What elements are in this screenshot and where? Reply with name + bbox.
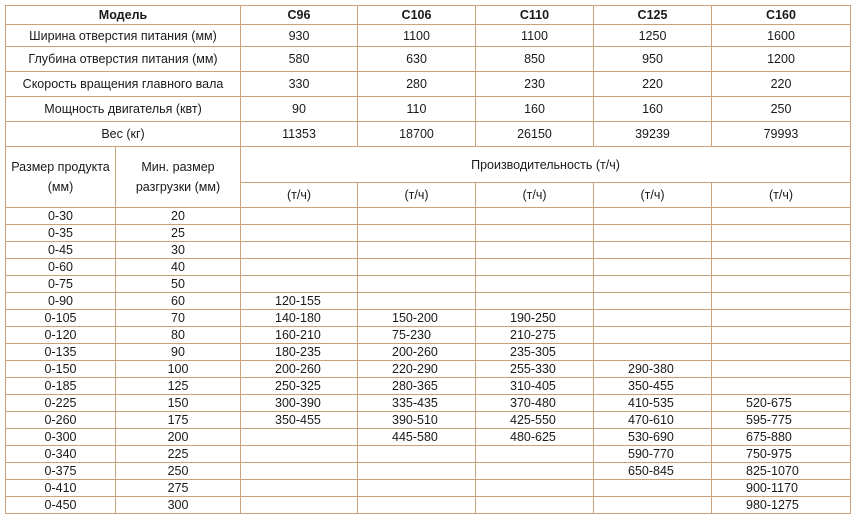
min-gap-cell: 50 — [116, 276, 241, 293]
header-row — [6, 6, 851, 25]
spec-value: 630 — [358, 47, 476, 72]
capacity-c160-cell — [712, 259, 851, 276]
table-body — [6, 6, 851, 514]
unit-label: (т/ч) — [358, 183, 476, 208]
capacity-c125-cell — [594, 208, 712, 225]
spec-label: Мощность двигателья (квт) — [6, 97, 241, 122]
capacity-c110-cell: 480-625 — [476, 429, 594, 446]
capacity-c106-cell — [358, 259, 476, 276]
capacity-c125-cell: 410-535 — [594, 395, 712, 412]
capacity-c106-cell: 445-580 — [358, 429, 476, 446]
product-size-cell: 0-375 — [6, 463, 116, 480]
spec-label: Ширина отверстия питания (мм) — [6, 25, 241, 47]
capacity-c160-cell: 980-1275 — [712, 497, 851, 514]
product-size-cell: 0-340 — [6, 446, 116, 463]
min-gap-cell: 125 — [116, 378, 241, 395]
product-size-cell: 0-225 — [6, 395, 116, 412]
product-size-header: Размер продукта (мм) — [6, 147, 116, 208]
capacity-c125-cell — [594, 293, 712, 310]
capacity-c96-cell: 160-210 — [241, 327, 358, 344]
spec-value: 950 — [594, 47, 712, 72]
spec-value: 220 — [712, 72, 851, 97]
min-gap-cell: 225 — [116, 446, 241, 463]
min-gap-cell: 200 — [116, 429, 241, 446]
spec-value: 1600 — [712, 25, 851, 47]
capacity-c96-cell — [241, 446, 358, 463]
table-row — [6, 310, 851, 327]
capacity-c125-cell: 290-380 — [594, 361, 712, 378]
capacity-c125-cell — [594, 276, 712, 293]
model-c96: С96 — [241, 6, 358, 25]
capacity-c125-cell: 530-690 — [594, 429, 712, 446]
capacity-c106-cell — [358, 276, 476, 293]
min-gap-cell: 100 — [116, 361, 241, 378]
unit-label: (т/ч) — [712, 183, 851, 208]
spec-value: 1100 — [476, 25, 594, 47]
product-size-cell: 0-90 — [6, 293, 116, 310]
capacity-c160-cell — [712, 293, 851, 310]
spec-row-weight — [6, 122, 851, 147]
spec-value: 39239 — [594, 122, 712, 147]
min-gap-cell: 275 — [116, 480, 241, 497]
capacity-c110-cell — [476, 225, 594, 242]
capacity-c106-cell: 280-365 — [358, 378, 476, 395]
capacity-c96-cell — [241, 480, 358, 497]
capacity-c110-cell: 425-550 — [476, 412, 594, 429]
capacity-c160-cell — [712, 378, 851, 395]
capacity-header-row — [6, 147, 851, 183]
capacity-c106-cell — [358, 293, 476, 310]
min-gap-cell: 175 — [116, 412, 241, 429]
spec-value: 18700 — [358, 122, 476, 147]
model-c106: С106 — [358, 6, 476, 25]
product-size-cell: 0-60 — [6, 259, 116, 276]
capacity-c160-cell — [712, 208, 851, 225]
table-row — [6, 259, 851, 276]
capacity-c96-cell — [241, 225, 358, 242]
capacity-c96-cell — [241, 429, 358, 446]
capacity-c96-cell — [241, 259, 358, 276]
spec-row-speed — [6, 72, 851, 97]
table-row — [6, 446, 851, 463]
capacity-c96-cell — [241, 463, 358, 480]
capacity-c160-cell: 675-880 — [712, 429, 851, 446]
min-gap-cell: 150 — [116, 395, 241, 412]
spec-value: 220 — [594, 72, 712, 97]
spec-label: Глубина отверстия питания (мм) — [6, 47, 241, 72]
capacity-c96-cell: 250-325 — [241, 378, 358, 395]
model-c125: С125 — [594, 6, 712, 25]
unit-label: (т/ч) — [476, 183, 594, 208]
capacity-c160-cell — [712, 242, 851, 259]
capacity-c125-cell — [594, 327, 712, 344]
spec-row-power — [6, 97, 851, 122]
spec-value: 110 — [358, 97, 476, 122]
capacity-c96-cell: 350-455 — [241, 412, 358, 429]
capacity-c160-cell — [712, 310, 851, 327]
capacity-c106-cell: 150-200 — [358, 310, 476, 327]
min-gap-cell: 90 — [116, 344, 241, 361]
table-row — [6, 242, 851, 259]
capacity-c110-cell: 210-275 — [476, 327, 594, 344]
table-row — [6, 497, 851, 514]
capacity-c110-cell: 370-480 — [476, 395, 594, 412]
table-row — [6, 208, 851, 225]
capacity-c110-cell: 190-250 — [476, 310, 594, 327]
capacity-c106-cell — [358, 225, 476, 242]
product-size-cell: 0-135 — [6, 344, 116, 361]
capacity-c96-cell: 180-235 — [241, 344, 358, 361]
spec-value: 26150 — [476, 122, 594, 147]
spec-value: 850 — [476, 47, 594, 72]
capacity-c110-cell — [476, 242, 594, 259]
capacity-c96-cell — [241, 242, 358, 259]
table-row — [6, 293, 851, 310]
spec-value: 79993 — [712, 122, 851, 147]
capacity-c160-cell: 750-975 — [712, 446, 851, 463]
capacity-c125-cell: 350-455 — [594, 378, 712, 395]
spec-row-width — [6, 25, 851, 47]
capacity-c110-cell: 255-330 — [476, 361, 594, 378]
capacity-c160-cell — [712, 276, 851, 293]
capacity-c106-cell: 335-435 — [358, 395, 476, 412]
capacity-c160-cell: 595-775 — [712, 412, 851, 429]
spec-value: 580 — [241, 47, 358, 72]
capacity-c110-cell — [476, 497, 594, 514]
table-row — [6, 327, 851, 344]
model-c160: С160 — [712, 6, 851, 25]
spec-value: 280 — [358, 72, 476, 97]
min-gap-cell: 300 — [116, 497, 241, 514]
capacity-c125-cell — [594, 497, 712, 514]
spec-value: 1200 — [712, 47, 851, 72]
table-row — [6, 412, 851, 429]
capacity-c106-cell — [358, 208, 476, 225]
min-gap-header: Мин. размер разгрузки (мм) — [116, 147, 241, 208]
spec-row-depth — [6, 47, 851, 72]
capacity-c96-cell: 300-390 — [241, 395, 358, 412]
unit-label: (т/ч) — [594, 183, 712, 208]
table-row — [6, 276, 851, 293]
spec-value: 160 — [476, 97, 594, 122]
capacity-c96-cell — [241, 276, 358, 293]
capacity-c106-cell: 390-510 — [358, 412, 476, 429]
spec-value: 90 — [241, 97, 358, 122]
capacity-c106-cell — [358, 463, 476, 480]
capacity-c110-cell — [476, 208, 594, 225]
spec-value: 11353 — [241, 122, 358, 147]
capacity-c96-cell — [241, 208, 358, 225]
table-row — [6, 225, 851, 242]
capacity-c125-cell — [594, 310, 712, 327]
capacity-c160-cell — [712, 225, 851, 242]
capacity-c125-cell: 470-610 — [594, 412, 712, 429]
min-gap-cell: 80 — [116, 327, 241, 344]
min-gap-cell: 250 — [116, 463, 241, 480]
capacity-c96-cell: 140-180 — [241, 310, 358, 327]
product-size-cell: 0-300 — [6, 429, 116, 446]
capacity-c125-cell — [594, 344, 712, 361]
capacity-c106-cell — [358, 480, 476, 497]
product-size-cell: 0-45 — [6, 242, 116, 259]
capacity-c106-cell: 200-260 — [358, 344, 476, 361]
spec-value: 160 — [594, 97, 712, 122]
capacity-c160-cell: 520-675 — [712, 395, 851, 412]
capacity-c110-cell — [476, 293, 594, 310]
capacity-c110-cell — [476, 259, 594, 276]
product-size-cell: 0-35 — [6, 225, 116, 242]
capacity-c125-cell — [594, 480, 712, 497]
spec-label: Скорость вращения главного вала — [6, 72, 241, 97]
capacity-c125-cell: 650-845 — [594, 463, 712, 480]
capacity-c110-cell — [476, 276, 594, 293]
capacity-c110-cell: 235-305 — [476, 344, 594, 361]
capacity-c106-cell — [358, 242, 476, 259]
min-gap-cell: 70 — [116, 310, 241, 327]
product-size-cell: 0-260 — [6, 412, 116, 429]
min-gap-cell: 40 — [116, 259, 241, 276]
capacity-c106-cell: 75-230 — [358, 327, 476, 344]
spec-label: Вес (кг) — [6, 122, 241, 147]
capacity-c125-cell — [594, 242, 712, 259]
table-row — [6, 378, 851, 395]
spec-value: 250 — [712, 97, 851, 122]
table-row — [6, 361, 851, 378]
spec-value: 1250 — [594, 25, 712, 47]
capacity-c125-cell: 590-770 — [594, 446, 712, 463]
capacity-c160-cell — [712, 327, 851, 344]
capacity-c110-cell — [476, 463, 594, 480]
capacity-c110-cell — [476, 446, 594, 463]
product-size-cell: 0-410 — [6, 480, 116, 497]
min-gap-cell: 60 — [116, 293, 241, 310]
model-c110: С110 — [476, 6, 594, 25]
capacity-c96-cell: 120-155 — [241, 293, 358, 310]
capacity-c106-cell — [358, 497, 476, 514]
capacity-c106-cell: 220-290 — [358, 361, 476, 378]
table-row — [6, 429, 851, 446]
capacity-c96-cell — [241, 497, 358, 514]
capacity-header: Производительность (т/ч) — [241, 147, 851, 183]
crusher-specs-table — [5, 5, 851, 514]
product-size-cell: 0-75 — [6, 276, 116, 293]
table-row — [6, 395, 851, 412]
capacity-c125-cell — [594, 259, 712, 276]
min-gap-cell: 20 — [116, 208, 241, 225]
table-row — [6, 344, 851, 361]
capacity-c96-cell: 200-260 — [241, 361, 358, 378]
spec-value: 930 — [241, 25, 358, 47]
table-row — [6, 463, 851, 480]
capacity-c110-cell — [476, 480, 594, 497]
capacity-c160-cell — [712, 344, 851, 361]
capacity-c125-cell — [594, 225, 712, 242]
capacity-c160-cell: 825-1070 — [712, 463, 851, 480]
product-size-cell: 0-450 — [6, 497, 116, 514]
capacity-c106-cell — [358, 446, 476, 463]
table-row — [6, 480, 851, 497]
product-size-cell: 0-120 — [6, 327, 116, 344]
product-size-cell: 0-185 — [6, 378, 116, 395]
product-size-cell: 0-30 — [6, 208, 116, 225]
spec-value: 330 — [241, 72, 358, 97]
min-gap-cell: 25 — [116, 225, 241, 242]
capacity-c160-cell: 900-1170 — [712, 480, 851, 497]
min-gap-cell: 30 — [116, 242, 241, 259]
product-size-cell: 0-150 — [6, 361, 116, 378]
product-size-cell: 0-105 — [6, 310, 116, 327]
capacity-c110-cell: 310-405 — [476, 378, 594, 395]
unit-label: (т/ч) — [241, 183, 358, 208]
spec-value: 230 — [476, 72, 594, 97]
spec-value: 1100 — [358, 25, 476, 47]
model-label: Модель — [6, 6, 241, 25]
capacity-c160-cell — [712, 361, 851, 378]
